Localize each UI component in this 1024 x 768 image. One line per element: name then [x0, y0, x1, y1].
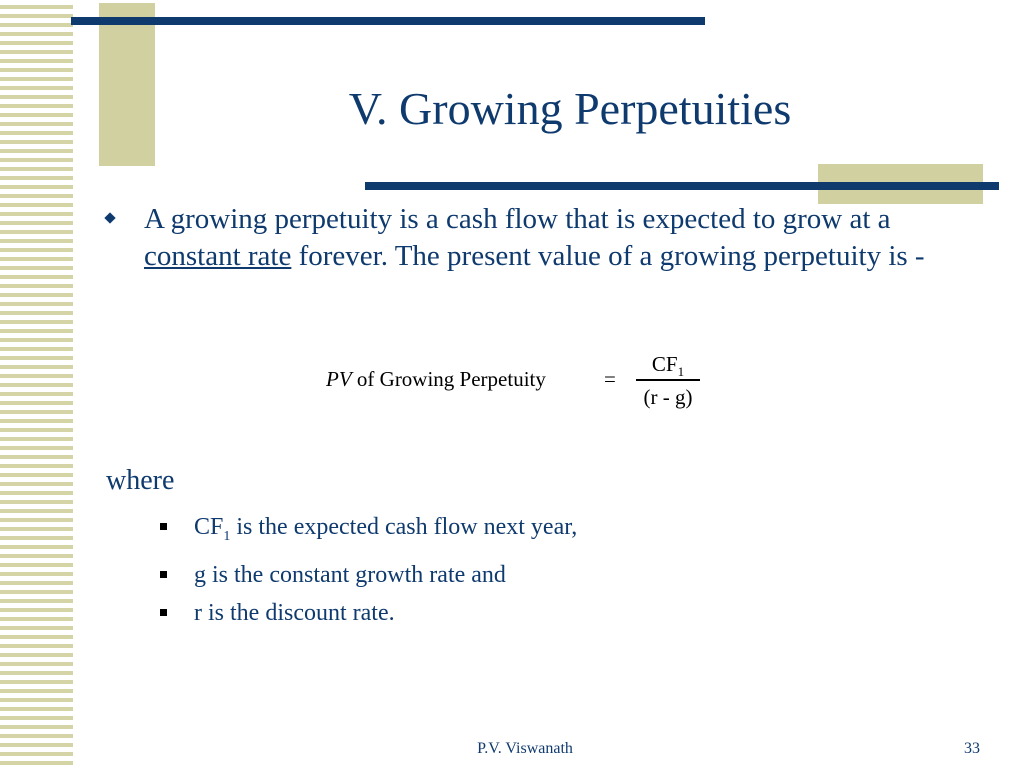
formula-left-side	[326, 367, 546, 392]
bullet-text	[144, 201, 986, 275]
underlined-term: constant rate	[144, 240, 292, 272]
footer-author: P.V. Viswanath	[477, 740, 573, 757]
bullet-text-end: forever. The present value of a growing perpetuity is -	[291, 240, 925, 272]
square-bullet-icon	[160, 571, 167, 578]
definition-item-g	[160, 556, 577, 594]
bullet-text-start: A growing perpetuity is a cash flow that is expected to grow at a	[144, 203, 891, 235]
square-bullet-icon	[160, 523, 167, 530]
main-bullet-point	[106, 201, 986, 275]
square-bullet-icon	[160, 609, 167, 616]
formula-pv: PV	[326, 367, 352, 391]
formula-equals: =	[604, 367, 616, 391]
formula-fraction	[636, 350, 700, 410]
formula-lhs-text: of Growing Perpetuity	[351, 367, 546, 391]
definition-item-cf1	[160, 508, 577, 556]
striped-side-panel	[0, 0, 73, 768]
diamond-bullet-icon	[104, 212, 115, 223]
footer-page-number: 33	[964, 740, 980, 757]
definition-text: g is the constant growth rate and	[194, 561, 506, 588]
formula-denominator: (r - g)	[643, 385, 693, 409]
decorative-block-top	[99, 3, 155, 166]
growing-perpetuity-formula	[326, 350, 706, 418]
decorative-line-top	[71, 17, 705, 25]
fraction-bar	[636, 379, 700, 381]
definition-text: CF	[194, 514, 224, 540]
definitions-list	[160, 508, 577, 632]
numerator-text: CF	[651, 352, 678, 376]
definition-text-rest: is the expected cash flow next year,	[230, 514, 578, 540]
numerator-subscript: 1	[677, 364, 685, 380]
definition-subscript: 1	[223, 528, 231, 544]
slide-title: V. Growing Perpetuities	[348, 83, 792, 134]
where-label: where	[106, 465, 175, 496]
decorative-line-mid	[365, 182, 999, 190]
definition-item-r	[160, 594, 577, 632]
formula-numerator	[636, 350, 700, 378]
definition-text: r is the discount rate.	[194, 599, 395, 626]
